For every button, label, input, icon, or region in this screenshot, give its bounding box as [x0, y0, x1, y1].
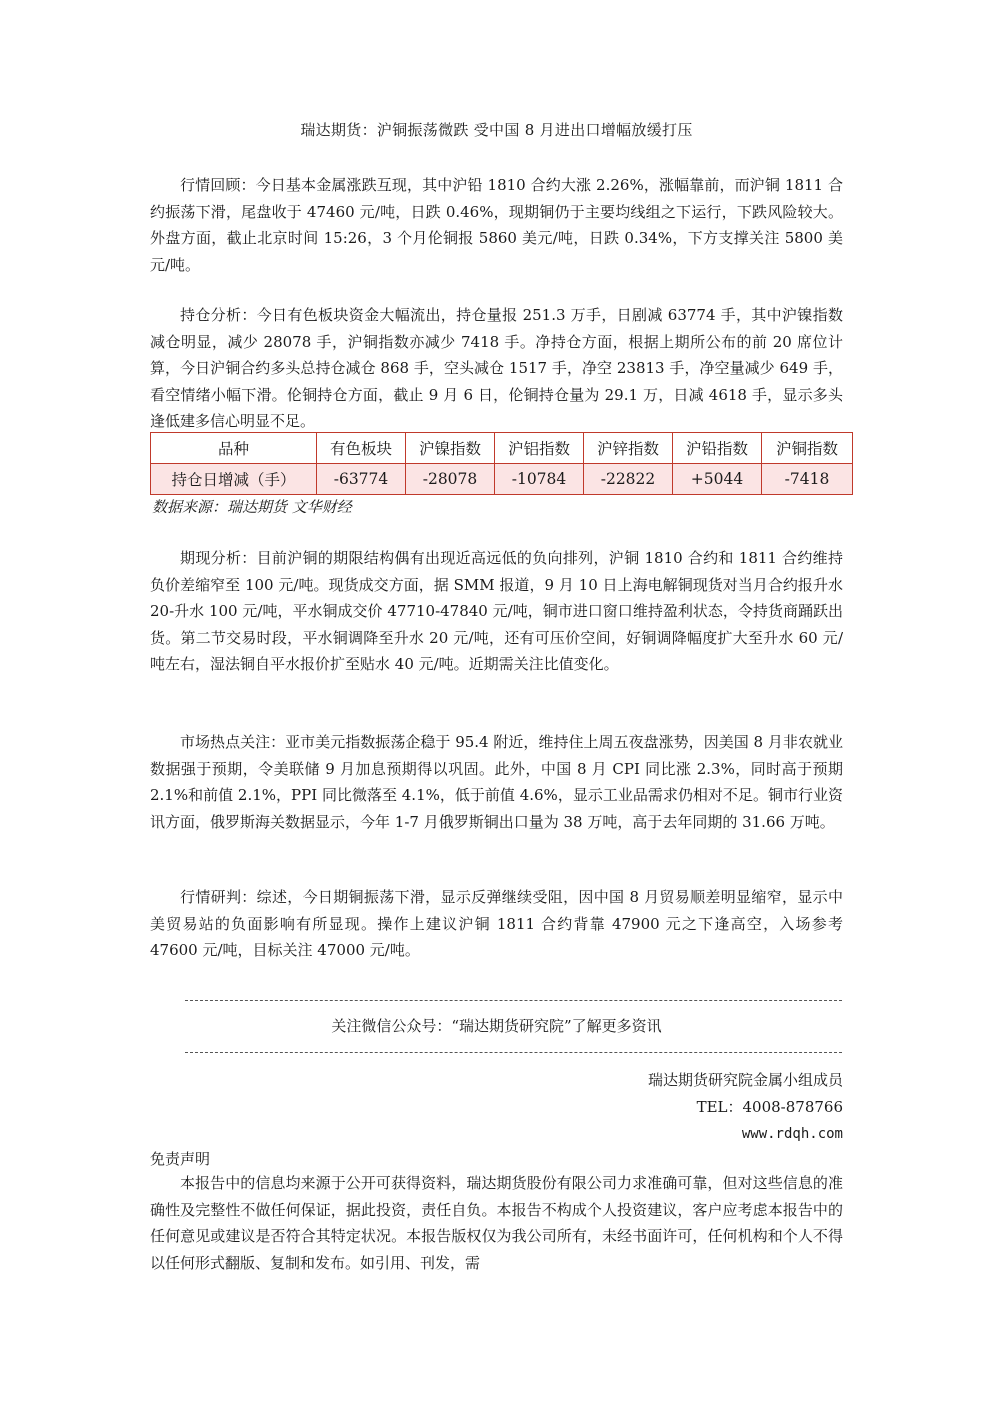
phone-number: TEL：4008-878766	[696, 1098, 843, 1116]
table-header-row	[151, 433, 853, 464]
table-cell: +5044	[673, 464, 762, 495]
table-cell: -10784	[495, 464, 584, 495]
market-review-paragraph: 行情回顾：今日基本金属涨跌互现，其中沪铅 1810 合约大涨 2.26%，涨幅靠前，而沪铜 1811 合约振荡下滑，尾盘收于 47460 元/吨，日跌 0.46%，现期铜仍于主要均线组之下运行，下跌风险较大。外盘方面，截止北京时间 15:26，3 个月伦铜报 5860 美元/吨，日跌 0.34%，下方支撑关注 5800 美元/吨。	[150, 176, 843, 274]
org-name: 瑞达期货研究院金属小组成员	[647, 1071, 843, 1089]
report-title: 瑞达期货：沪铜振荡微跌 受中国 8 月进出口增幅放缓打压	[300, 121, 693, 139]
table-header-cell: 沪锌指数	[584, 433, 673, 464]
table-cell: -7418	[762, 464, 853, 495]
market-hotspot-paragraph: 市场热点关注：亚市美元指数振荡企稳于 95.4 附近，维持住上周五夜盘涨势，因美国 8 月非农就业数据强于预期，令美联储 9 月加息预期得以巩固。此外，中国 8 月 CPI 同比涨 2.3%，同时高于预期 2.1%和前值 2.1%，PPI 同比微落至 4.1%，低于前值 4.6%，显示工业品需求仍相对不足。铜市行业资讯方面，俄罗斯海关数据显示，今年 1-7 月俄罗斯铜出口量为 38 万吨，高于去年同期的 31.66 万吨。	[150, 733, 843, 831]
dashed-divider	[185, 1052, 842, 1053]
spot-futures-paragraph: 期现分析：目前沪铜的期限结构偶有出现近高远低的负向排列，沪铜 1810 合约和 1811 合约维持负价差缩窄至 100 元/吨。现货成交方面，据 SMM 报道，9 月 10 日上海电解铜现货对当月合约报升水 20-升水 100 元/吨，平水铜成交价 47710-47840 元/吨，铜市进口窗口维持盈利状态，令持货商踊跃出货。第二节交易时段，平水铜调降至升水 20 元/吨，还有可压价空间，好铜调降幅度扩大至升水 60 元/吨左右，湿法铜自平水报价扩至贴水 40 元/吨。近期需关注比值变化。	[150, 549, 843, 673]
position-analysis-paragraph: 持仓分析：今日有色板块资金大幅流出，持仓量报 251.3 万手，日剧减 63774 手，其中沪镍指数减仓明显，减少 28078 手，沪铜指数亦减少 7418 手。净持仓方面，根据上期所公布的前 20 席位计算，今日沪铜合约多头总持仓减仓 868 手，空头减仓 1517 手，净空 23813 手，净空量减少 649 手，看空情绪小幅下滑。伦铜持仓方面，截止 9 月 6 日，伦铜持仓量为 29.1 万，日减 4618 手，显示多头逢低建多信心明显不足。	[150, 306, 843, 430]
table-header-cell: 沪镍指数	[406, 433, 495, 464]
data-source-note: 数据来源：瑞达期货 文华财经	[152, 498, 352, 516]
outlook-paragraph: 行情研判：综述，今日期铜振荡下滑，显示反弹继续受阻，因中国 8 月贸易顺差明显缩窄，显示中美贸易站的负面影响有所显现。操作上建议沪铜 1811 合约背靠 47900 元之下逢高空，入场参考 47600 元/吨，目标关注 47000 元/吨。	[150, 888, 843, 959]
table-cell: -28078	[406, 464, 495, 495]
table-cell: -22822	[584, 464, 673, 495]
table-header-cell: 品种	[151, 433, 317, 464]
website-link[interactable]: www.rdqh.com	[741, 1126, 843, 1142]
disclaimer-title: 免责声明	[150, 1150, 211, 1168]
table-header-cell: 沪铅指数	[673, 433, 762, 464]
wechat-follow-text: 关注微信公众号：“瑞达期货研究院”了解更多资讯	[331, 1017, 662, 1035]
table-header-cell: 有色板块	[317, 433, 406, 464]
table-header-cell: 沪铝指数	[495, 433, 584, 464]
dashed-divider	[185, 1000, 842, 1001]
table-row	[151, 464, 853, 495]
table-cell: 持仓日增减（手）	[151, 464, 317, 495]
table-header-cell: 沪铜指数	[762, 433, 853, 464]
disclaimer-paragraph: 本报告中的信息均来源于公开可获得资料，瑞达期货股份有限公司力求准确可靠，但对这些信息的准确性及完整性不做任何保证，据此投资，责任自负。本报告不构成个人投资建议，客户应考虑本报告中的任何意见或建议是否符合其特定状况。本报告版权仅为我公司所有，未经书面许可，任何机构和个人不得以任何形式翻版、复制和发布。如引用、刊发，需	[150, 1174, 843, 1272]
position-change-table	[150, 432, 853, 495]
table-cell: -63774	[317, 464, 406, 495]
